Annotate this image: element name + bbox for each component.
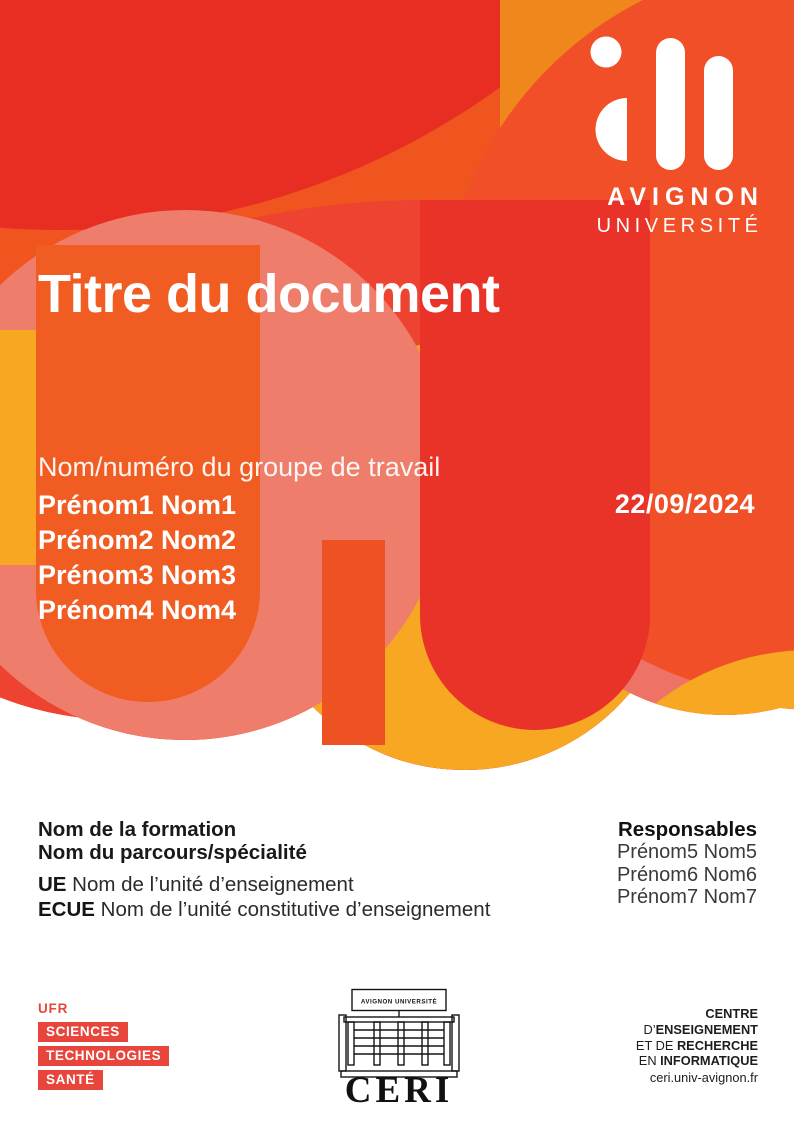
ceri-logo [336, 988, 462, 1106]
group-label: Nom/numéro du groupe de travail [38, 452, 441, 482]
ecue-text: Nom de l’unité constitutive d’enseignement [94, 897, 491, 921]
formation-name: Nom de la formation [38, 818, 237, 841]
ufr-label: UFR [38, 1001, 69, 1016]
logo-line-universite: UNIVERSITÉ [596, 215, 763, 237]
ufr-block [38, 1001, 169, 1094]
ufr-badge-sante: SANTÉ [38, 1070, 103, 1090]
centre-line: D’ENSEIGNEMENT [643, 1021, 758, 1037]
ufr-badge-technologies: TECHNOLOGIES [38, 1046, 169, 1066]
responsables-title: Responsables [618, 818, 757, 841]
centre-line: ET DE RECHERCHE [635, 1037, 758, 1053]
author-name: Prénom1 Nom1 [38, 490, 237, 520]
page-title: Titre du document [38, 264, 500, 324]
ue-text: Nom de l’unité d’enseignement [66, 873, 354, 896]
author-name: Prénom2 Nom2 [38, 525, 237, 555]
authors-list [38, 488, 236, 628]
centre-line: EN INFORMATIQUE [638, 1053, 758, 1069]
centre-line: CENTRE [705, 1006, 758, 1021]
responsable-name: Prénom7 Nom7 [616, 886, 757, 908]
author-name: Prénom4 Nom4 [38, 595, 237, 625]
parcours-name: Nom du parcours/spécialité [38, 841, 307, 864]
avignon-universite-wordmark [538, 183, 764, 238]
ufr-badge-sciences: SCIENCES [38, 1022, 128, 1042]
responsable-name: Prénom6 Nom6 [616, 863, 757, 886]
author-name: Prénom3 Nom3 [38, 560, 237, 590]
ceri-website-url: ceri.univ-avignon.fr [649, 1070, 758, 1086]
ue-label: UE [38, 873, 67, 896]
responsables-block [617, 818, 757, 909]
ue-line [38, 873, 490, 898]
document-date: 22/09/2024 [614, 489, 755, 519]
avignon-universite-logo-icon [588, 36, 734, 172]
logo-line-avignon: AVIGNON [607, 183, 764, 211]
ceri-name-text: CERI [344, 1070, 454, 1106]
formation-block [38, 818, 490, 922]
ecue-label: ECUE [38, 897, 95, 921]
ceri-banner-text: AVIGNON UNIVERSITÉ [360, 998, 438, 1006]
responsable-name: Prénom5 Nom5 [616, 841, 757, 863]
centre-block [636, 1006, 758, 1086]
ecue-line [38, 898, 490, 923]
